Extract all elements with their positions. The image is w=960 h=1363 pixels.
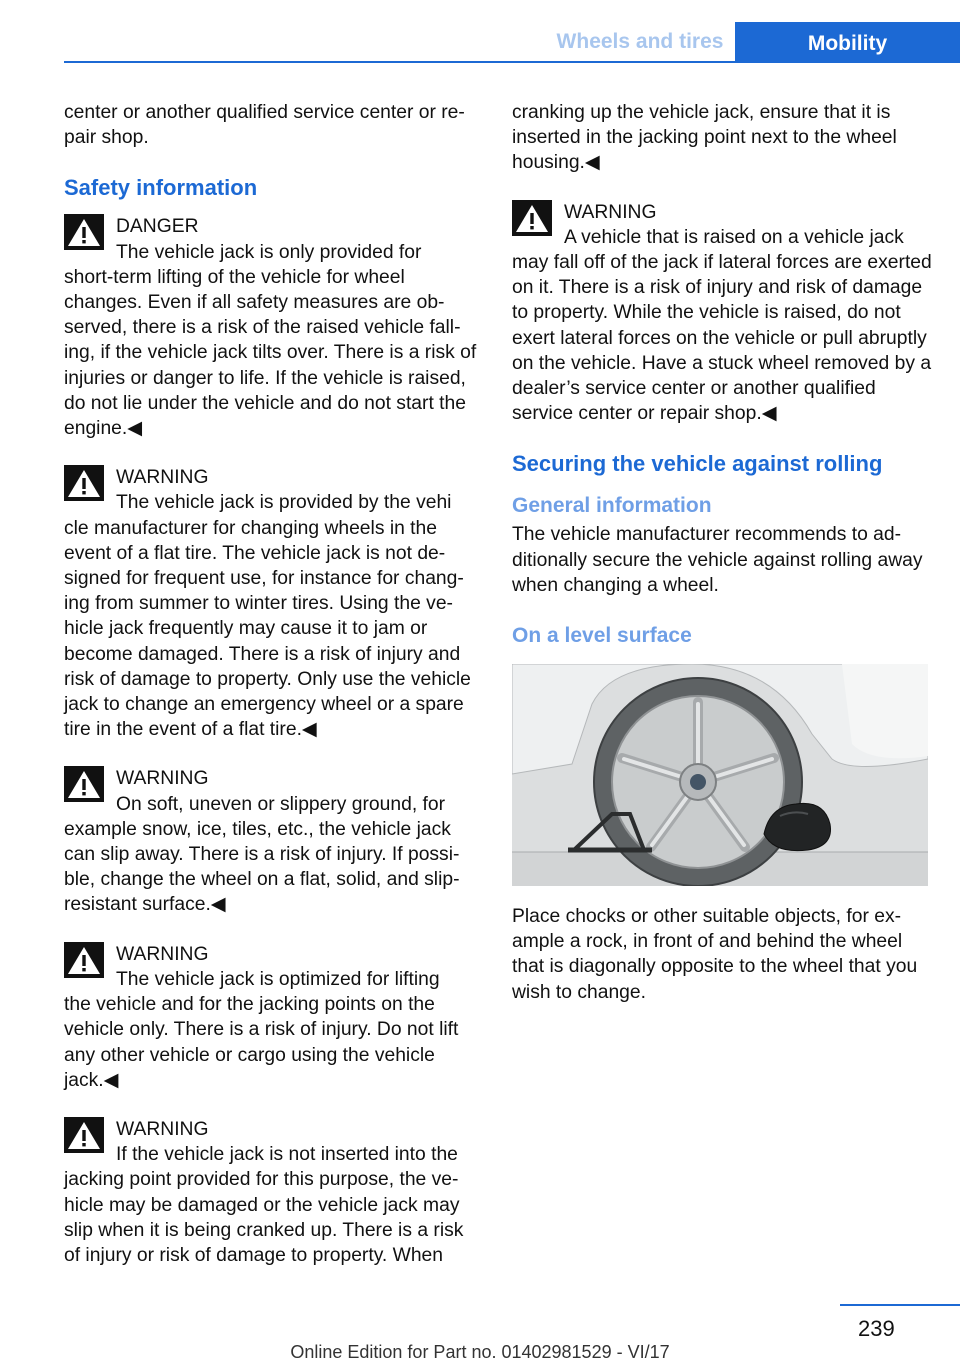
footer-rule bbox=[840, 1304, 960, 1306]
warning-first-line: The vehicle jack is provided by the vehi bbox=[116, 492, 452, 514]
warning-title: DANGER bbox=[116, 216, 199, 238]
warning-notice bbox=[64, 1117, 482, 1268]
warning-notice bbox=[512, 200, 932, 427]
warning-body: the vehicle and for the jacking points on the vehicle only. There is a risk of injury. Do not lift any other vehicle or cargo using the vehicle jack.◀ bbox=[64, 994, 459, 1091]
warning-body: cle manufacturer for changing wheels in the event of a flat tire. The vehicle jack is not designed for frequent use, for instance for changing from summer to winter tires. Using the vehicle jack frequently may cause it to jam or become damaged. There is a risk of injury and risk of damage to property. Only use the vehicle jack to change an emergency wheel or a spare tire in the event of a flat tire.◀ bbox=[64, 517, 471, 741]
warning-triangle-icon bbox=[64, 1117, 104, 1153]
warning-body: may fall off of the jack if lateral forces are exerted on it. There is a risk of injury and risk of damage to property. While the vehicle is raised, do not exert lateral forces on the vehicle or pull abruptly on the vehicle. Have a stuck wheel removed by a dealer’s service center or another qualified service center or repair shop.◀ bbox=[512, 252, 932, 425]
right-column bbox=[512, 100, 932, 1029]
header-section-title: Wheels and tires bbox=[556, 30, 724, 53]
level-surface-subheading: On a level surface bbox=[512, 624, 692, 648]
warning-body: short-term lifting of the vehicle for wheel changes. Even if all safety measures are observed, there is a risk of the raised vehicle falling, if the vehicle jack tilts over. There is a risk of injuries or danger to life. If the vehicle is raised, do not lie under the vehicle and do not start the engine.◀ bbox=[64, 266, 477, 440]
warning-title: WARNING bbox=[116, 768, 209, 790]
continuation-text: cranking up the vehicle jack, ensure that it is inserted in the jacking point next to the wheel housing.◀ bbox=[512, 102, 897, 174]
left-column bbox=[64, 100, 482, 1292]
warning-body: example snow, ice, tiles, etc., the vehicle jack can slip away. There is a risk of injury. If possible, change the wheel on a flat, solid, and slip-resistant surface.◀ bbox=[64, 818, 460, 916]
warning-body: jacking point provided for this purpose, the vehicle may be damaged or the vehicle jack may slip when it is being cranked up. There is a risk of injury or risk of damage to property. When bbox=[64, 1169, 464, 1266]
warning-title: WARNING bbox=[116, 943, 209, 965]
warning-first-line: A vehicle that is raised on a vehicle jack bbox=[564, 226, 904, 248]
warning-triangle-icon bbox=[64, 766, 104, 802]
general-info-subheading: General information bbox=[512, 494, 712, 518]
intro-text: center or another qualified service center or repair shop. bbox=[64, 102, 465, 149]
warning-triangle-icon bbox=[512, 200, 552, 236]
figure-caption: Place chocks or other suitable objects, for example a rock, in front of and behind the wheel that is diagonally opposite to the wheel that you wish to change. bbox=[512, 906, 918, 1003]
warning-first-line: On soft, uneven or slippery ground, for bbox=[116, 793, 446, 815]
warning-first-line: The vehicle jack is optimized for lifting bbox=[116, 968, 440, 990]
safety-heading: Safety information bbox=[64, 175, 258, 201]
warning-title: WARNING bbox=[116, 1118, 209, 1140]
header-rule bbox=[64, 61, 960, 63]
warning-triangle-icon bbox=[64, 465, 104, 501]
warning-notice bbox=[64, 465, 482, 742]
warning-first-line: The vehicle jack is only provided for bbox=[116, 241, 422, 263]
page-number: 239 bbox=[858, 1316, 895, 1341]
wheel-chock-illustration bbox=[512, 664, 928, 886]
warning-title: WARNING bbox=[564, 201, 657, 223]
warning-triangle-icon bbox=[64, 214, 104, 250]
danger-notice bbox=[64, 214, 482, 441]
warning-first-line: If the vehicle jack is not inserted into the bbox=[116, 1144, 458, 1166]
rolling-heading: Securing the vehicle against rolling bbox=[512, 451, 883, 477]
warning-title: WARNING bbox=[116, 467, 209, 489]
general-info-text: The vehicle manufacturer recommends to additionally secure the vehicle against rolling away when changing a wheel. bbox=[512, 524, 923, 596]
header-tab-mobility: Mobility bbox=[735, 22, 960, 63]
warning-notice bbox=[64, 942, 482, 1093]
edition-footer: Online Edition for Part no. 01402981529 - VI/17 bbox=[290, 1342, 670, 1362]
warning-triangle-icon bbox=[64, 942, 104, 978]
warning-notice bbox=[64, 766, 482, 917]
wheel-illustration-svg bbox=[512, 664, 928, 886]
